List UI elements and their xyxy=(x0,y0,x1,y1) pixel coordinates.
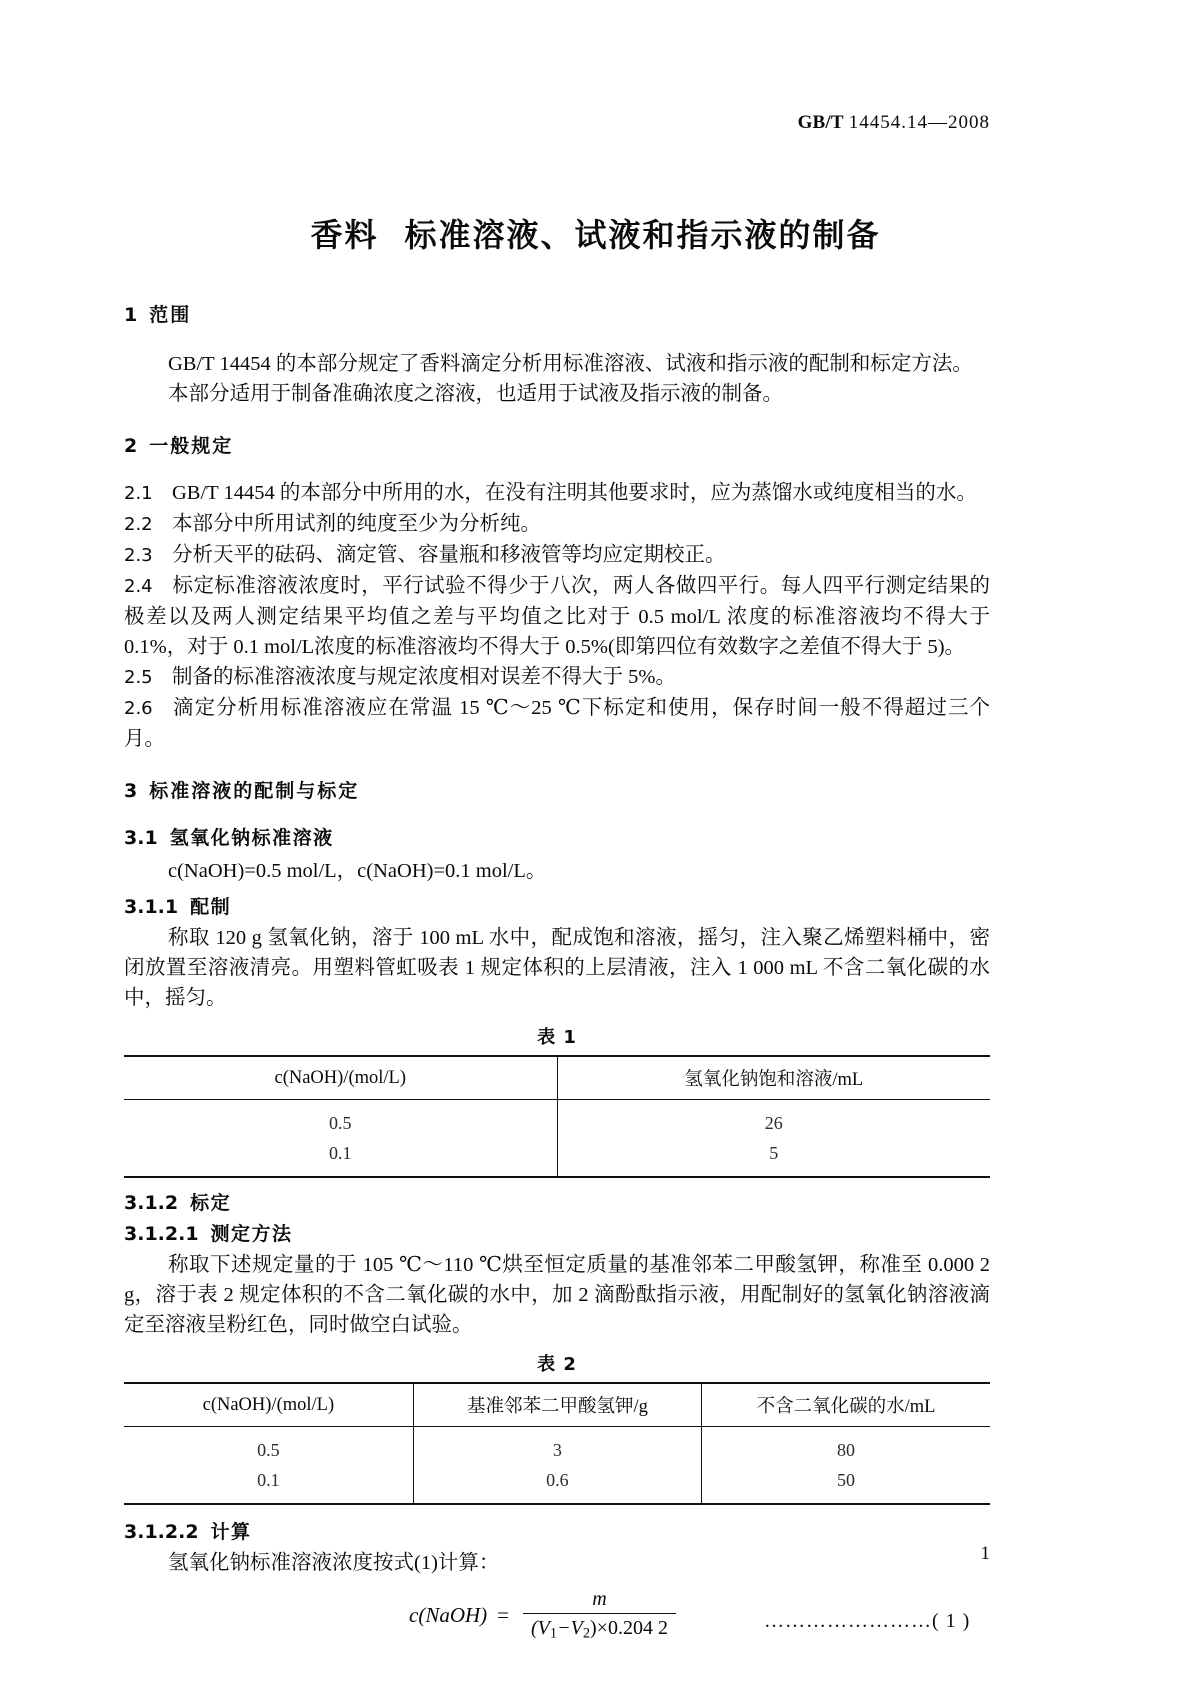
clause-2-2-text: 本部分中所用试剂的纯度至少为分析纯。 xyxy=(172,513,541,535)
clause-2-5-number: 2.5 xyxy=(124,667,153,688)
heading-section-3-1 xyxy=(124,823,990,850)
table-1-cell-1-1: 5 xyxy=(557,1138,990,1177)
section-1-paragraph-1: GB/T 14454 的本部分规定了香料滴定分析用标准溶液、试液和指示液的配制和标定方法。 xyxy=(168,353,973,375)
formula-expression xyxy=(409,1588,680,1643)
heading-3-1-2-label: 标定 xyxy=(190,1192,232,1214)
standard-number: 14454.14—2008 xyxy=(848,112,990,133)
formula-subscript-1: 1 xyxy=(549,1625,558,1642)
heading-3-1-2-2-label: 计算 xyxy=(210,1521,252,1543)
clause-2-1 xyxy=(124,478,990,509)
formula-numerator: m xyxy=(592,1588,607,1610)
clause-2-1-text: GB/T 14454 的本部分中所用的水，在没有注明其他要求时，应为蒸馏水或纯度相当的水。 xyxy=(172,482,977,504)
heading-1-number: 1 xyxy=(124,304,138,326)
clause-2-4-text: 标定标准溶液浓度时，平行试验不得少于八次，两人各做四平行。每人四平行测定结果的极差以及两人测定结果平均值之差与平均值之比对于 0.5 mol/L 浓度的标准溶液均不得大于 0.1%，对于 0.1 mol/L浓度的标准溶液均不得大于 0.5%(即第四位有效数字之差值不得大于 5)。 xyxy=(124,575,990,658)
page-number: 1 xyxy=(980,1543,990,1564)
clause-2-6-number: 2.6 xyxy=(124,698,153,719)
heading-section-1 xyxy=(124,300,990,327)
table-1 xyxy=(124,1055,990,1178)
clause-2-4 xyxy=(124,571,990,662)
formula-number: ( 1 ) xyxy=(932,1610,971,1632)
section-3-1-concentration-line: c(NaOH)=0.5 mol/L，c(NaOH)=0.1 mol/L。 xyxy=(168,860,547,882)
heading-section-3-1-2 xyxy=(124,1188,990,1215)
heading-section-2 xyxy=(124,431,990,458)
clause-2-2 xyxy=(124,509,990,540)
clause-2-4-number: 2.4 xyxy=(124,576,153,597)
table-row xyxy=(124,1427,990,1466)
table-1-cell-1-0: 0.1 xyxy=(124,1138,557,1177)
clause-2-3-text: 分析天平的砝码、滴定管、容量瓶和移液管等均应定期校正。 xyxy=(172,544,726,566)
section-3-1-1-text: 称取 120 g 氢氧化钠，溶于 100 mL 水中，配成饱和溶液，摇匀，注入聚乙烯塑料桶中，密闭放置至溶液清亮。用塑料管虹吸表 1 规定体积的上层清液，注入 1 000 mL 不含二氧化碳的水中，摇匀。 xyxy=(124,927,990,1009)
formula-denominator xyxy=(523,1613,676,1643)
title-part-a: 香料 xyxy=(310,216,379,254)
heading-3-1-1-number: 3.1.1 xyxy=(124,896,179,918)
heading-section-3-1-1 xyxy=(124,892,990,919)
table-2-cell-0-1: 3 xyxy=(413,1427,701,1466)
formula-lhs: c(NaOH) xyxy=(409,1602,488,1627)
heading-3-1-number: 3.1 xyxy=(124,827,158,849)
heading-2-label: 一般规定 xyxy=(149,435,234,457)
clause-2-6 xyxy=(124,693,990,754)
table-row xyxy=(124,1465,990,1504)
clause-2-3 xyxy=(124,540,990,571)
clause-2-6-text: 滴定分析用标准溶液应在常温 15 ℃～25 ℃下标定和使用，保存时间一般不得超过三个月。 xyxy=(124,697,990,750)
table-1-header-cell-1: 氢氧化钠饱和溶液/mL xyxy=(557,1056,990,1100)
formula-equals: = xyxy=(497,1602,509,1627)
section-1-paragraph-2: 本部分适用于制备准确浓度之溶液，也适用于试液及指示液的制备。 xyxy=(168,383,783,405)
formula-leader-dots: …………………… xyxy=(764,1610,932,1632)
heading-3-number: 3 xyxy=(124,780,138,802)
table-2-header-cell-1: 基准邻苯二甲酸氢钾/g xyxy=(413,1383,701,1427)
document-body xyxy=(124,300,990,1654)
table-row xyxy=(124,1100,990,1139)
section-3-1-2-1-text: 称取下述规定量的于 105 ℃～110 ℃烘至恒定质量的基准邻苯二甲酸氢钾，称准至 0.000 2 g，溶于表 2 规定体积的不含二氧化碳的水中，加 2 滴酚酞指示液，用配制好的氢氧化钠溶液滴定至溶液呈粉红色，同时做空白试验。 xyxy=(124,1254,990,1336)
formula-fraction xyxy=(523,1588,676,1643)
heading-3-1-label: 氢氧化钠标准溶液 xyxy=(169,827,334,849)
formula-block xyxy=(124,1588,990,1654)
table-1-header-row xyxy=(124,1056,990,1100)
clause-2-2-number: 2.2 xyxy=(124,514,153,535)
clause-2-3-number: 2.3 xyxy=(124,545,153,566)
clause-2-5 xyxy=(124,662,990,693)
table-2-cell-1-0: 0.1 xyxy=(124,1465,413,1504)
table-2-header-cell-2: 不含二氧化碳的水/mL xyxy=(702,1383,990,1427)
formula-subscript-2: 2 xyxy=(582,1625,591,1642)
table-1-cell-0-1: 26 xyxy=(557,1100,990,1139)
table-2-header-row xyxy=(124,1383,990,1427)
table-2-header-cell-0: c(NaOH)/(mol/L) xyxy=(124,1383,413,1427)
heading-2-number: 2 xyxy=(124,435,138,457)
heading-3-1-2-number: 3.1.2 xyxy=(124,1192,179,1214)
table-2 xyxy=(124,1382,990,1505)
clause-2-1-number: 2.1 xyxy=(124,483,153,504)
formula-denominator-minus: −V xyxy=(557,1617,583,1639)
standard-prefix: GB/T xyxy=(797,112,844,133)
title-part-b: 标准溶液、试液和指示液的制备 xyxy=(404,216,881,254)
heading-section-3 xyxy=(124,776,990,803)
table-2-cell-0-2: 80 xyxy=(702,1427,990,1466)
heading-3-1-2-1-number: 3.1.2.1 xyxy=(124,1223,199,1245)
page-title xyxy=(0,210,1191,256)
table-1-cell-0-0: 0.5 xyxy=(329,1112,352,1133)
table-1-caption: 表 1 xyxy=(537,1027,577,1048)
heading-1-label: 范围 xyxy=(149,304,192,326)
heading-3-label: 标准溶液的配制与标定 xyxy=(149,780,360,802)
section-3-1-2-2-text: 氢氧化钠标准溶液浓度按式(1)计算： xyxy=(168,1552,500,1574)
formula-number-leader xyxy=(764,1610,970,1633)
formula-denominator-close: )×0.204 2 xyxy=(590,1617,668,1639)
table-2-cell-1-2: 50 xyxy=(702,1465,990,1504)
heading-3-1-2-1-label: 测定方法 xyxy=(210,1223,293,1245)
heading-3-1-1-label: 配制 xyxy=(190,896,232,918)
page-header xyxy=(124,112,990,134)
table-2-cell-0-0: 0.5 xyxy=(257,1439,280,1460)
formula-denominator-open: (V xyxy=(531,1617,550,1639)
table-2-caption: 表 2 xyxy=(537,1354,577,1375)
heading-section-3-1-2-1 xyxy=(124,1219,990,1246)
table-1-header-cell-0: c(NaOH)/(mol/L) xyxy=(124,1056,557,1100)
heading-3-1-2-2-number: 3.1.2.2 xyxy=(124,1521,199,1543)
heading-section-3-1-2-2 xyxy=(124,1517,990,1544)
table-2-cell-1-1: 0.6 xyxy=(413,1465,701,1504)
table-row xyxy=(124,1138,990,1177)
clause-2-5-text: 制备的标准溶液浓度与规定浓度相对误差不得大于 5%。 xyxy=(172,666,676,688)
